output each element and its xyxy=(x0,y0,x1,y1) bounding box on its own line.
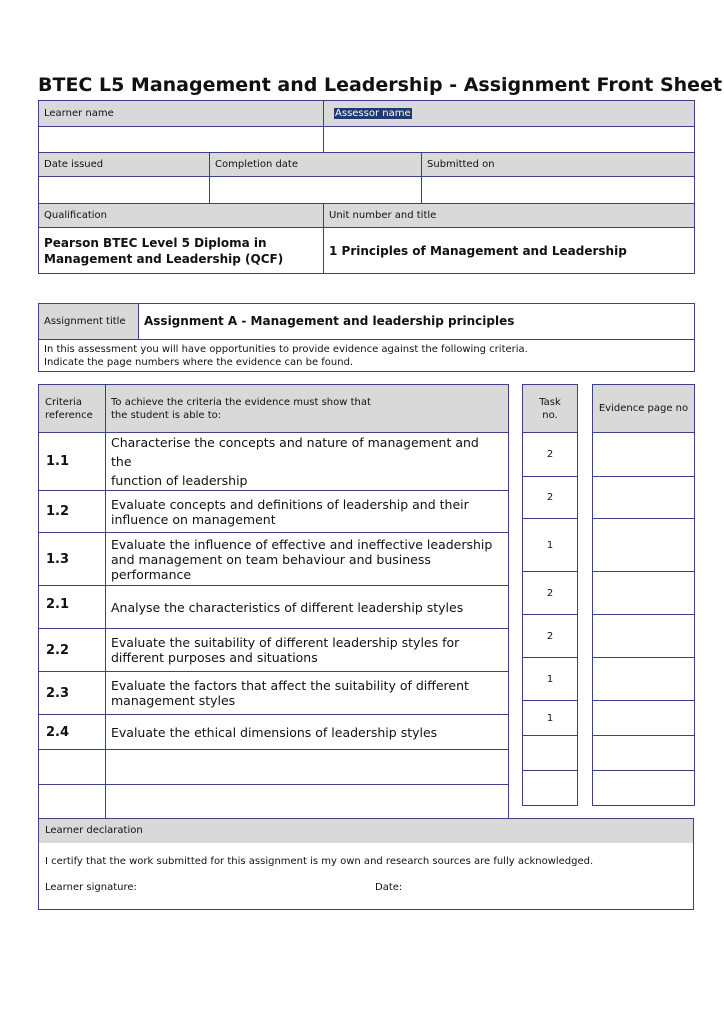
criteria-desc-line: Evaluate the factors that affect the suitability of different xyxy=(111,678,469,693)
task-number-empty[interactable] xyxy=(523,736,578,771)
criteria-desc-line: Evaluate concepts and definitions of leadership and their xyxy=(111,496,469,512)
table-row-empty xyxy=(39,750,509,785)
criteria-ref-empty[interactable] xyxy=(39,785,106,820)
date-issued-label: Date issued xyxy=(39,153,210,177)
criteria-ref: 2.4 xyxy=(39,715,106,750)
declaration-statement: I certify that the work submitted for this assignment is my own and research sources are fully acknowledged. xyxy=(45,856,594,867)
task-number: 1 xyxy=(523,519,578,572)
criteria-desc-empty[interactable] xyxy=(106,785,509,820)
criteria-ref: 2.2 xyxy=(39,629,106,672)
table-row xyxy=(39,715,509,750)
evidence-page-field[interactable] xyxy=(593,615,695,658)
instructions-line1: In this assessment you will have opportunities to provide evidence against the following criteria. xyxy=(44,343,528,355)
assessor-name-label-cell xyxy=(324,101,695,127)
assessor-name-field[interactable] xyxy=(324,127,695,153)
criteria-desc xyxy=(106,629,509,672)
criteria-table xyxy=(38,384,509,820)
task-number: 1 xyxy=(523,701,578,736)
table-row xyxy=(39,491,509,533)
criteria-desc-line: function of leadership xyxy=(111,473,248,488)
task-table xyxy=(522,384,578,806)
learner-name-label: Learner name xyxy=(39,101,324,127)
table-row xyxy=(39,672,509,715)
task-header-line1: Task xyxy=(539,396,561,408)
completion-date-label: Completion date xyxy=(210,153,422,177)
criteria-desc xyxy=(106,586,509,629)
evidence-page-field[interactable] xyxy=(593,701,695,736)
submitted-on-label: Submitted on xyxy=(422,153,695,177)
task-number: 2 xyxy=(523,572,578,615)
submitted-on-field[interactable] xyxy=(422,177,695,204)
assignment-table xyxy=(38,303,695,372)
task-header-line2: no. xyxy=(542,409,558,421)
criteria-desc xyxy=(106,715,509,750)
criteria-desc-empty[interactable] xyxy=(106,750,509,785)
assignment-instructions xyxy=(39,340,695,372)
table-row xyxy=(39,533,509,586)
criteria-ref: 1.3 xyxy=(39,533,106,586)
criteria-desc-line: Evaluate the ethical dimensions of leadership styles xyxy=(111,724,438,740)
learner-name-field[interactable] xyxy=(39,127,324,153)
evidence-page-field[interactable] xyxy=(593,736,695,771)
criteria-ref-empty[interactable] xyxy=(39,750,106,785)
criteria-desc-line: different purposes and situations xyxy=(111,650,318,665)
criteria-ref-header-line2: reference xyxy=(45,409,93,421)
unit-label: Unit number and title xyxy=(324,204,695,228)
criteria-ref: 1.1 xyxy=(39,433,106,491)
criteria-desc xyxy=(106,433,509,491)
criteria-desc-line: influence on management xyxy=(111,511,276,527)
criteria-desc-header xyxy=(106,385,509,433)
qualification-value xyxy=(39,228,324,274)
criteria-desc-line: management styles xyxy=(111,693,236,708)
criteria-ref: 2.1 xyxy=(39,586,106,629)
criteria-desc-line: and management on team behaviour and business xyxy=(111,551,431,567)
table-row xyxy=(39,586,509,629)
criteria-desc-line: Evaluate the suitability of different leadership styles for xyxy=(111,635,460,650)
evidence-page-field[interactable] xyxy=(593,572,695,615)
criteria-desc xyxy=(106,491,509,533)
criteria-desc-line: Characterise the concepts and nature of management and the xyxy=(111,435,479,469)
criteria-desc-line: Evaluate the influence of effective and ineffective leadership xyxy=(111,536,493,552)
criteria-desc-line: performance xyxy=(111,566,192,582)
criteria-ref-header-line1: Criteria xyxy=(45,396,82,408)
evidence-page-field[interactable] xyxy=(593,433,695,477)
evidence-table xyxy=(592,384,695,806)
evidence-page-field[interactable] xyxy=(593,658,695,701)
task-header xyxy=(523,385,578,433)
declaration-heading: Learner declaration xyxy=(39,819,693,843)
task-number: 2 xyxy=(523,433,578,477)
qualification-label: Qualification xyxy=(39,204,324,228)
criteria-desc xyxy=(106,533,509,586)
task-number: 1 xyxy=(523,658,578,701)
evidence-page-field[interactable] xyxy=(593,477,695,519)
qualification-value-line2: Management and Leadership (QCF) xyxy=(44,251,284,266)
table-row-empty xyxy=(39,785,509,820)
header-info-table xyxy=(38,100,695,274)
criteria-ref: 1.2 xyxy=(39,491,106,533)
completion-date-field[interactable] xyxy=(210,177,422,204)
criteria-ref: 2.3 xyxy=(39,672,106,715)
page-title: BTEC L5 Management and Leadership - Assignment Front Sheet xyxy=(38,74,723,96)
evidence-page-field[interactable] xyxy=(593,519,695,572)
criteria-desc-line: Analyse the characteristics of different leadership styles xyxy=(111,599,464,615)
table-row xyxy=(39,433,509,491)
assessor-name-label: Assessor name xyxy=(335,108,411,119)
criteria-desc xyxy=(106,672,509,715)
assignment-title-value: Assignment A - Management and leadership principles xyxy=(139,304,695,340)
unit-value: 1 Principles of Management and Leadership xyxy=(324,228,695,274)
assignment-title-label: Assignment title xyxy=(39,304,139,340)
qualification-value-line1: Pearson BTEC Level 5 Diploma in xyxy=(44,235,267,250)
criteria-desc-header-line1: To achieve the criteria the evidence must show that xyxy=(111,396,371,408)
signature-label: Learner signature: xyxy=(45,882,137,893)
declaration-date-label: Date: xyxy=(375,882,403,893)
evidence-header: Evidence page no xyxy=(593,385,695,433)
evidence-page-field[interactable] xyxy=(593,771,695,806)
instructions-line2: Indicate the page numbers where the evidence can be found. xyxy=(44,356,354,368)
criteria-desc-header-line2: the student is able to: xyxy=(111,409,222,421)
table-row xyxy=(39,629,509,672)
task-number-empty[interactable] xyxy=(523,771,578,806)
criteria-ref-header xyxy=(39,385,106,433)
task-number: 2 xyxy=(523,615,578,658)
task-number: 2 xyxy=(523,477,578,519)
date-issued-field[interactable] xyxy=(39,177,210,204)
learner-declaration xyxy=(38,818,694,910)
